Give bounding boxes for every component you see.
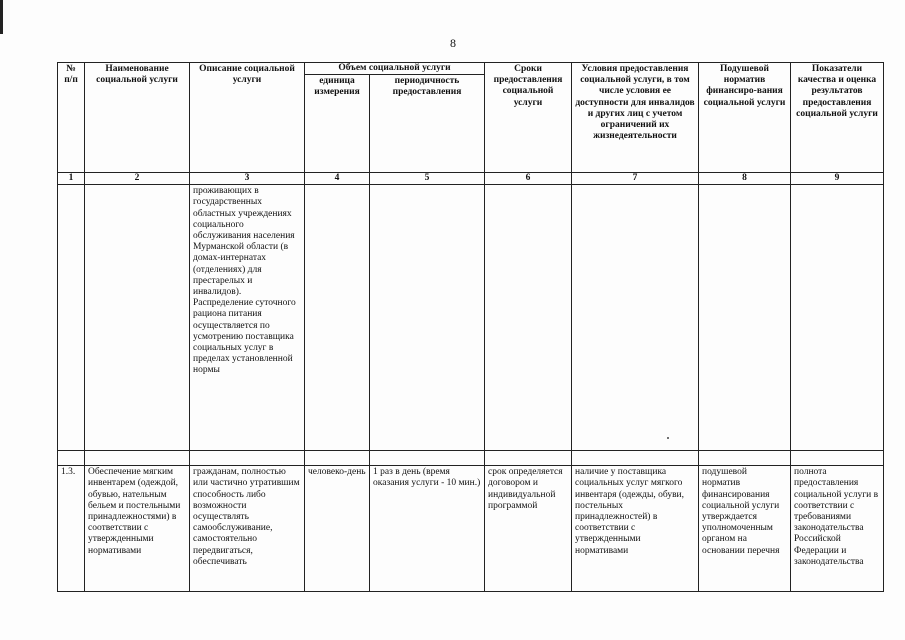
header-num: № п/п [58, 63, 85, 173]
cell-num: 1.3. [58, 466, 85, 592]
col-number: 4 [305, 173, 370, 185]
col-number: 6 [485, 173, 572, 185]
header-row-top [58, 63, 884, 75]
cell-empty [699, 451, 791, 466]
header-name: Наименование социальной услуги [85, 63, 190, 173]
cell-unit: человеко-день [305, 466, 370, 592]
table-row-1-3 [58, 466, 884, 592]
cell-norm: подушевой норматив финансирования социальной услуги утверждается уполномоченным органом на основании перечня [699, 466, 791, 592]
cell-empty [572, 451, 699, 466]
header-periodicity: периодичность предоставления [370, 75, 485, 173]
margin-mark [0, 0, 3, 34]
table-row-continued [58, 185, 884, 451]
cell-quality: полнота предоставления социальной услуги в соответствии с требованиями законодательства Российской Федерации и законодательства [791, 466, 884, 592]
cell-empty [699, 185, 791, 451]
col-number: 3 [190, 173, 305, 185]
col-number: 1 [58, 173, 85, 185]
cell-empty [485, 185, 572, 451]
cell-name: Обеспечение мягким инвентарем (одеждой, обувью, нательным бельем и постельными принадлежностями) в соответствии с утвержденными нормативами [85, 466, 190, 592]
header-conditions: Условия предоставления социальной услуги, в том числе условия ее доступности для инвалидов и других лиц с учетом ограничений их жизнедеятельности [572, 63, 699, 173]
cell-empty [85, 185, 190, 451]
cell-periodicity: 1 раз в день (время оказания услуги - 10 мин.) [370, 466, 485, 592]
cell-empty [791, 185, 884, 451]
cell-empty [58, 185, 85, 451]
cell-description: гражданам, полностью или частично утратившим способность либо возможности осуществлять самообслуживание, самостоятельно передвигаться, обеспечивать [190, 466, 305, 592]
cell-empty [791, 451, 884, 466]
header-description: Описание социальной услуги [190, 63, 305, 173]
cell-empty [85, 451, 190, 466]
cell-empty [305, 451, 370, 466]
col-number: 2 [85, 173, 190, 185]
cell-empty [370, 185, 485, 451]
col-number: 9 [791, 173, 884, 185]
cell-empty [370, 451, 485, 466]
header-norm: Подушевой норматив финансиро-вания социальной услуги [699, 63, 791, 173]
cell-empty [190, 451, 305, 466]
page-number: 8 [450, 36, 456, 50]
cell-description-continued: проживающих в государственных областных учреждениях социального обслуживания населения Мурманской области (в домах-интернатах (отделениях) для престарелых и инвалидов). Распределение суточного рациона питания осуществляется по усмотрению поставщика социальных услуг в пределах установленной нормы [190, 185, 305, 451]
column-number-row [58, 173, 884, 185]
col-number: 7 [572, 173, 699, 185]
scan-speck [667, 437, 669, 439]
table-row-spacer [58, 451, 884, 466]
cell-empty [572, 185, 699, 451]
cell-empty [58, 451, 85, 466]
header-terms: Сроки предоставления социальной услуги [485, 63, 572, 173]
services-table [57, 62, 884, 592]
cell-empty [305, 185, 370, 451]
col-number: 5 [370, 173, 485, 185]
cell-conditions: наличие у поставщика социальных услуг мягкого инвентаря (одежды, обуви, постельных принадлежностей) в соответствии с утвержденными нормативами [572, 466, 699, 592]
header-volume: Объем социальной услуги [305, 63, 485, 75]
cell-empty [485, 451, 572, 466]
header-unit: единица измерения [305, 75, 370, 173]
cell-terms: срок определяется договором и индивидуальной программой [485, 466, 572, 592]
header-quality: Показатели качества и оценка результатов предоставления социальной услуги [791, 63, 884, 173]
col-number: 8 [699, 173, 791, 185]
